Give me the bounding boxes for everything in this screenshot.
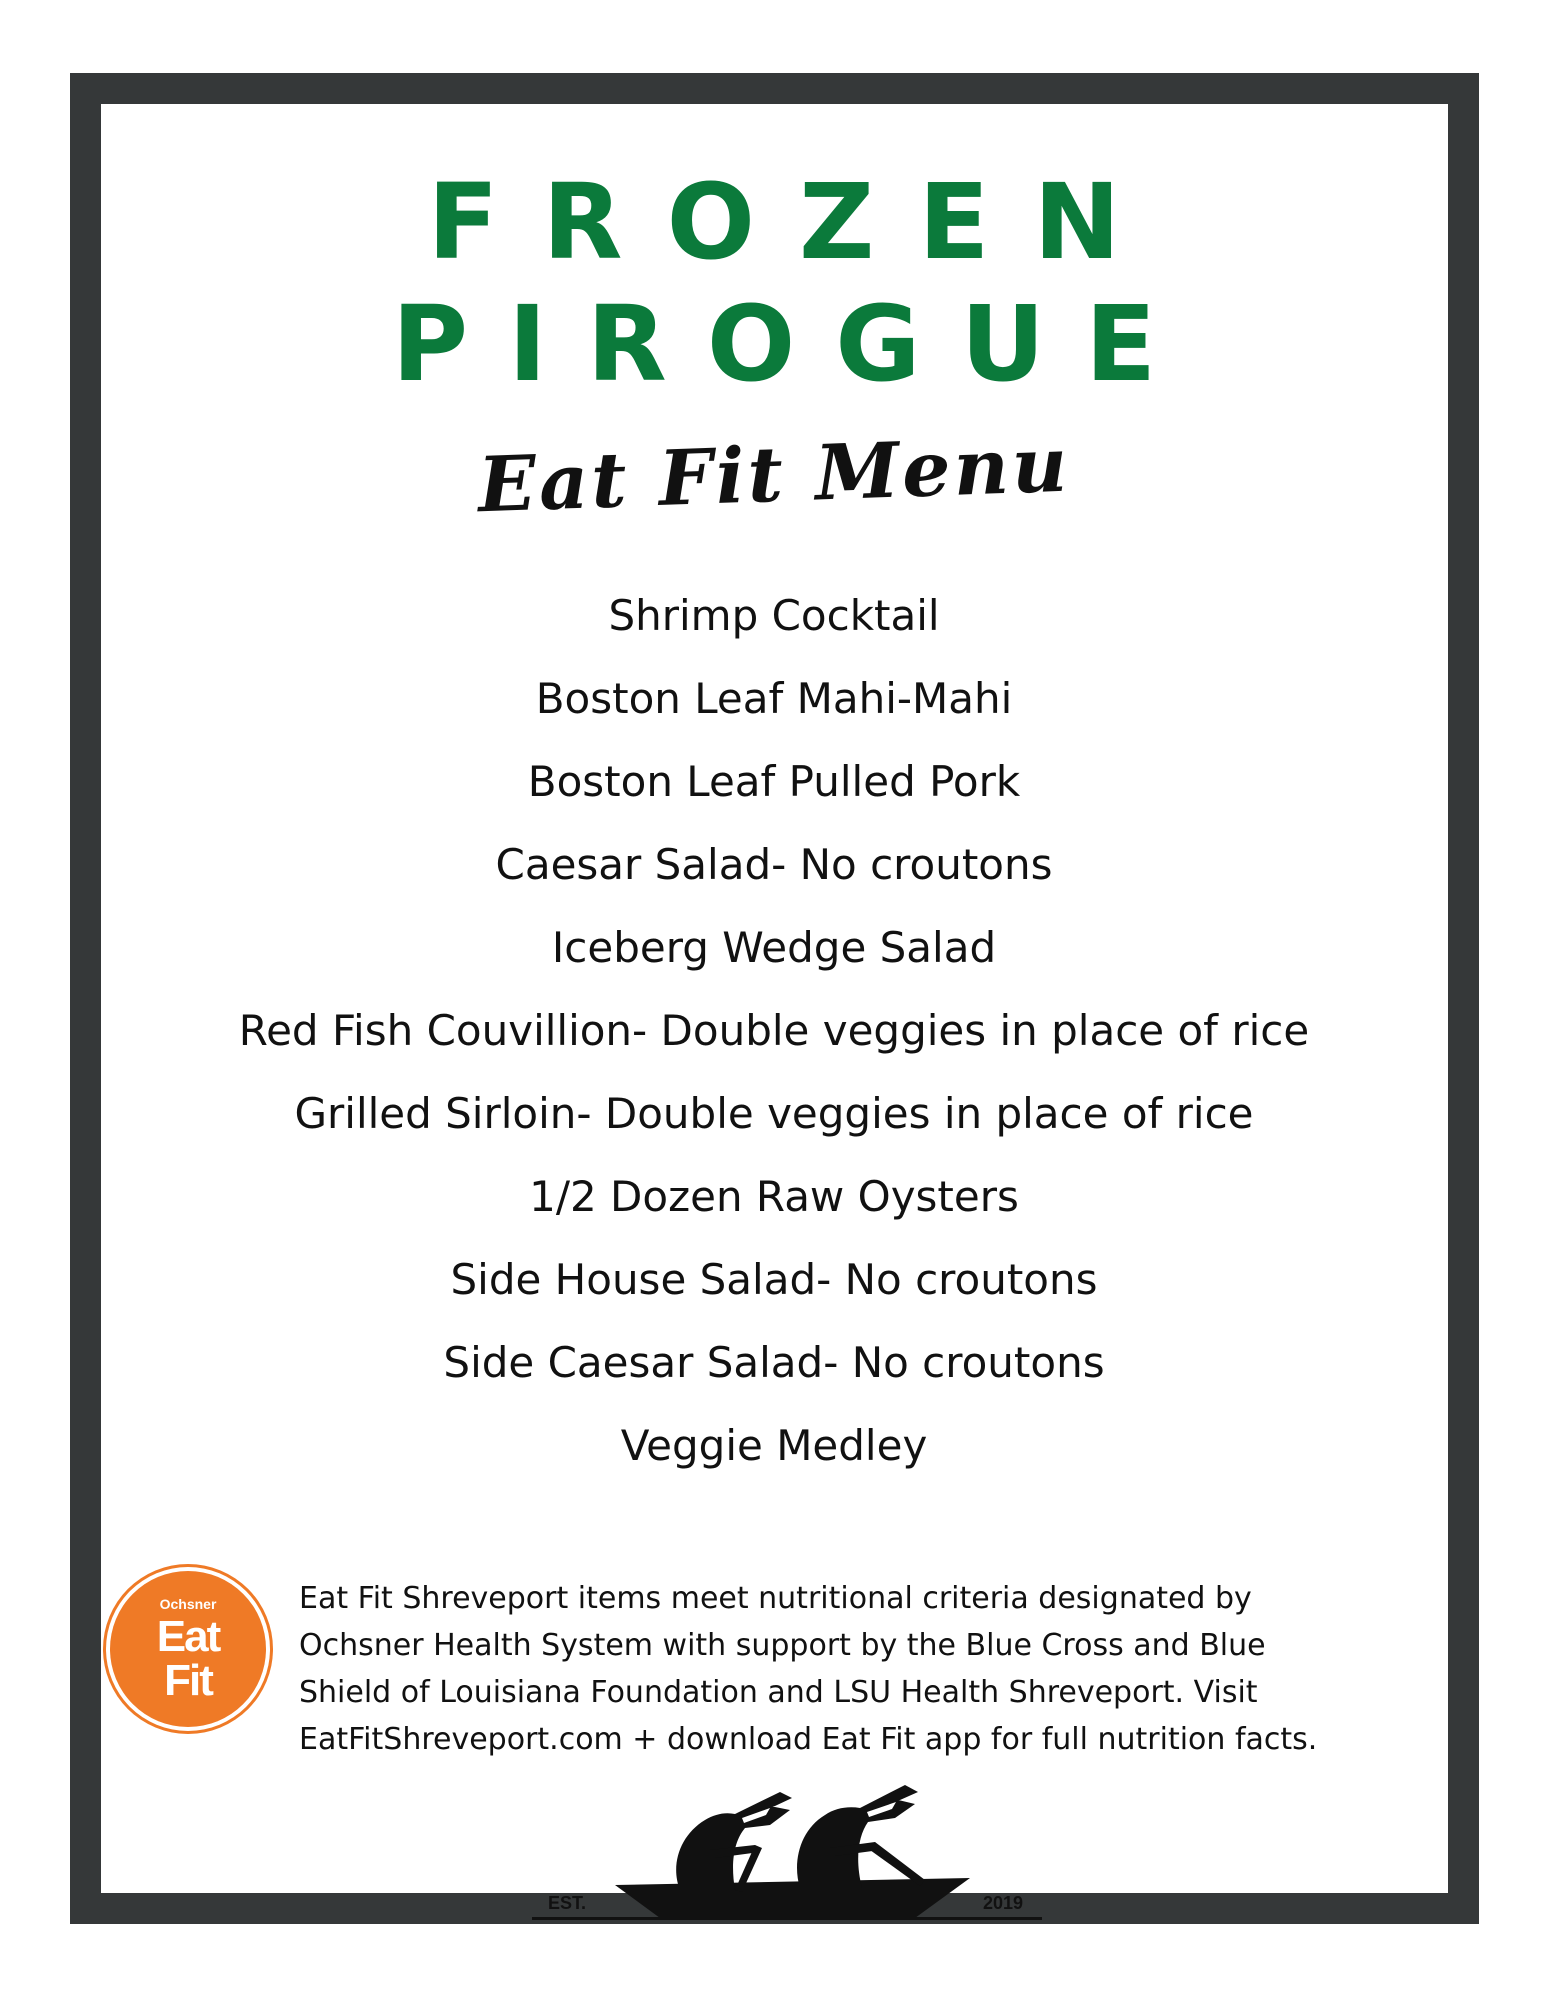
menu-item: Boston Leaf Mahi-Mahi: [535, 674, 1013, 723]
menu-item: Side Caesar Salad- No croutons: [443, 1338, 1105, 1387]
menu-item: 1/2 Dozen Raw Oysters: [529, 1172, 1019, 1221]
menu-item: Grilled Sirloin- Double veggies in place of rice: [294, 1089, 1254, 1138]
menu-subtitle: Eat Fit Menu: [476, 419, 1072, 530]
logo-brand: Ochsner: [159, 1596, 217, 1612]
menu-item: Iceberg Wedge Salad: [551, 923, 997, 972]
restaurant-name-line2: PIROGUE: [391, 283, 1197, 405]
disclaimer-line: Ochsner Health System with support by the Blue Cross and Blue: [299, 1628, 1266, 1663]
alligators-in-pirogue-icon: [530, 1770, 1050, 1920]
emblem-baseline: [532, 1917, 1042, 1920]
disclaimer-line: Shield of Louisiana Foundation and LSU Health Shreveport. Visit: [299, 1675, 1258, 1710]
menu-list: [0, 583, 1548, 1496]
disclaimer-line: EatFitShreveport.com + download Eat Fit app for full nutrition facts.: [299, 1722, 1318, 1757]
menu-item: Caesar Salad- No croutons: [495, 840, 1053, 889]
menu-item: Side House Salad- No croutons: [450, 1255, 1098, 1304]
eat-fit-logo: [110, 1571, 266, 1727]
restaurant-name-line1: FROZEN: [427, 161, 1165, 283]
menu-item: Shrimp Cocktail: [608, 591, 940, 640]
menu-item: Boston Leaf Pulled Pork: [527, 757, 1021, 806]
est-label: EST.: [548, 1893, 587, 1913]
logo-word-fit: Fit: [164, 1656, 212, 1705]
disclaimer-line: Eat Fit Shreveport items meet nutritional criteria designated by: [299, 1581, 1252, 1616]
est-year: 2019: [983, 1893, 1024, 1913]
menu-item: Red Fish Couvillion- Double veggies in place of rice: [238, 1006, 1310, 1055]
logo-word-eat: Eat: [156, 1612, 220, 1661]
menu-item: Veggie Medley: [620, 1421, 928, 1470]
nutrition-disclaimer: [299, 1575, 1469, 1763]
